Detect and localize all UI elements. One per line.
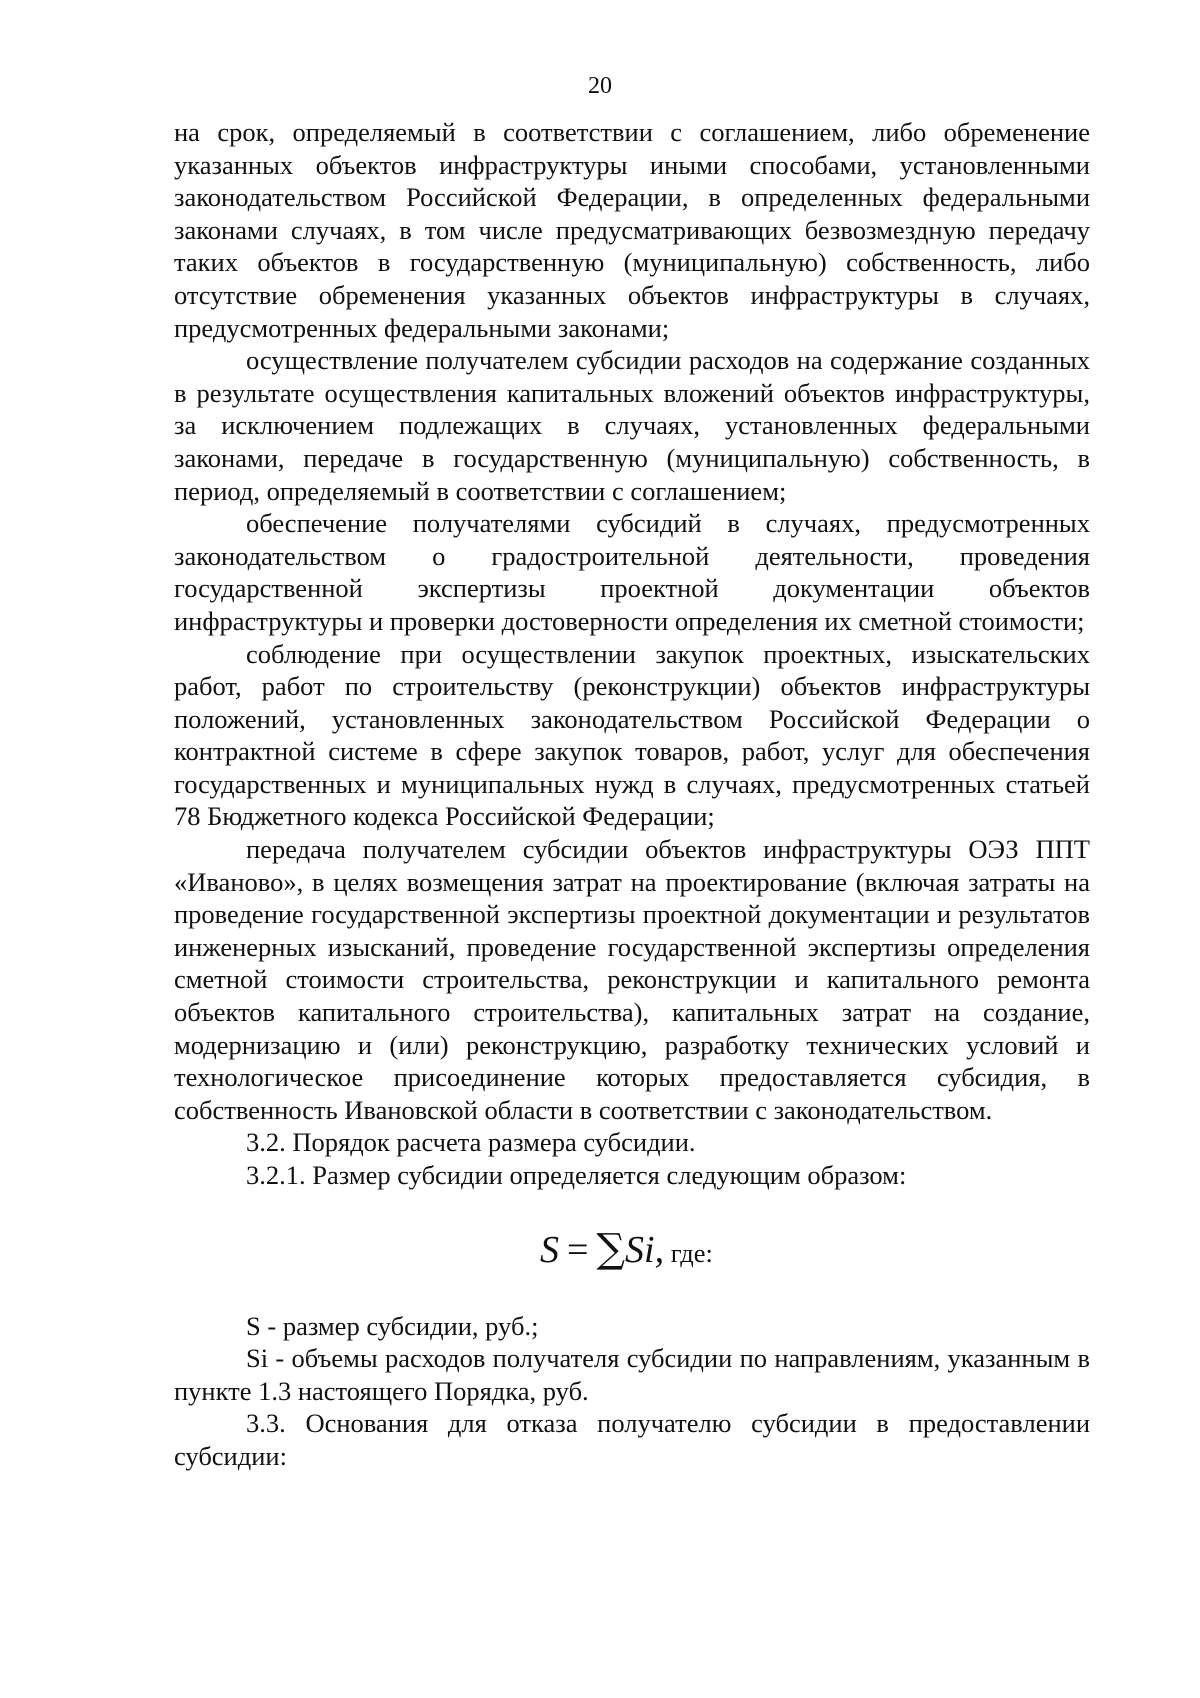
paragraph-transfer-of-objects: передача получателем субсидии объектов инфраструктуры ОЭЗ ППТ «Иваново», в целях возмещения затрат на проектирование (включая затраты на проведение государственной экспертизы проектной документации и результатов инженерных изысканий, проведение государственной экспертизы определения сметной стоимости строительства, реконструкции и капитального ремонта объектов капитального строительства), капитальных затрат на создание, модернизацию и (или) реконструкцию, разработку технических условий и технологическое присоединение которых предоставляется субсидия, в собственность Ивановской области в соответствии с законодательством. — [174, 834, 1090, 1125]
paragraph-procurement: соблюдение при осуществлении закупок проектных, изыскательских работ, работ по строительству (реконструкции) объектов инфраструктуры положений, установленных законодательством Российской Федерации о контрактной системе в сфере закупок товаров, работ, услуг для обеспечения государственных и муниципальных нужд в случаях, предусмотренных статьей 78 Бюджетного кодекса Российской Федерации; — [174, 638, 1090, 832]
page-number: 20 — [588, 73, 612, 99]
paragraph-maintenance-costs: осуществление получателем субсидии расходов на содержание созданных в результате осуществления капитальных вложений объектов инфраструктуры, за исключением подлежащих в случаях, установленных федеральными законами, передаче в государственную (муниципальную) собственность, в период, определяемый в соответствии с соглашением; — [174, 345, 1090, 506]
formula-sigma: ∑ — [596, 1225, 625, 1272]
paragraph-encumbrance: на срок, определяемый в соответствии с соглашением, либо обременение указанных объектов инфраструктуры иными способами, установленными законодательством Российской Федерации, в определенных федеральными законами случаях, в том числе предусматривающих безвозмездную передачу таких объектов в государственную (муниципальную) собственность, либо отсутствие обременения указанных объектов инфраструктуры в случаях, предусмотренных федеральными законами; — [174, 117, 1090, 343]
formula-suffix: где: — [670, 1237, 713, 1268]
formula-term: Si — [625, 1228, 655, 1271]
section-3-2-heading: 3.2. Порядок расчета размера субсидии. — [246, 1127, 696, 1158]
paragraph-state-expertise: обеспечение получателями субсидий в случаях, предусмотренных законодательством о градостроительной деятельности, проведения государственной экспертизы проектной документации объектов инфраструктуры и проверки достоверности определения их сметной стоимости; — [174, 508, 1090, 636]
definition-si: Si - объемы расходов получателя субсидии по направлениям, указанным в пункте 1.3 настоящего Порядка, руб. — [174, 1343, 1090, 1406]
section-3-3-text: 3.3. Основания для отказа получателю субсидии в предоставлении субсидии: — [174, 1408, 1090, 1471]
formula-equals: = — [567, 1228, 589, 1271]
section-3-2-1-text: 3.2.1. Размер субсидии определяется следующим образом: — [246, 1160, 907, 1190]
subsidy-formula — [174, 1210, 1090, 1288]
formula-lhs: S — [540, 1228, 559, 1271]
document-body — [174, 116, 1090, 1473]
definition-s: S - размер субсидии, руб.; — [246, 1310, 539, 1341]
formula-comma: , — [654, 1228, 665, 1271]
